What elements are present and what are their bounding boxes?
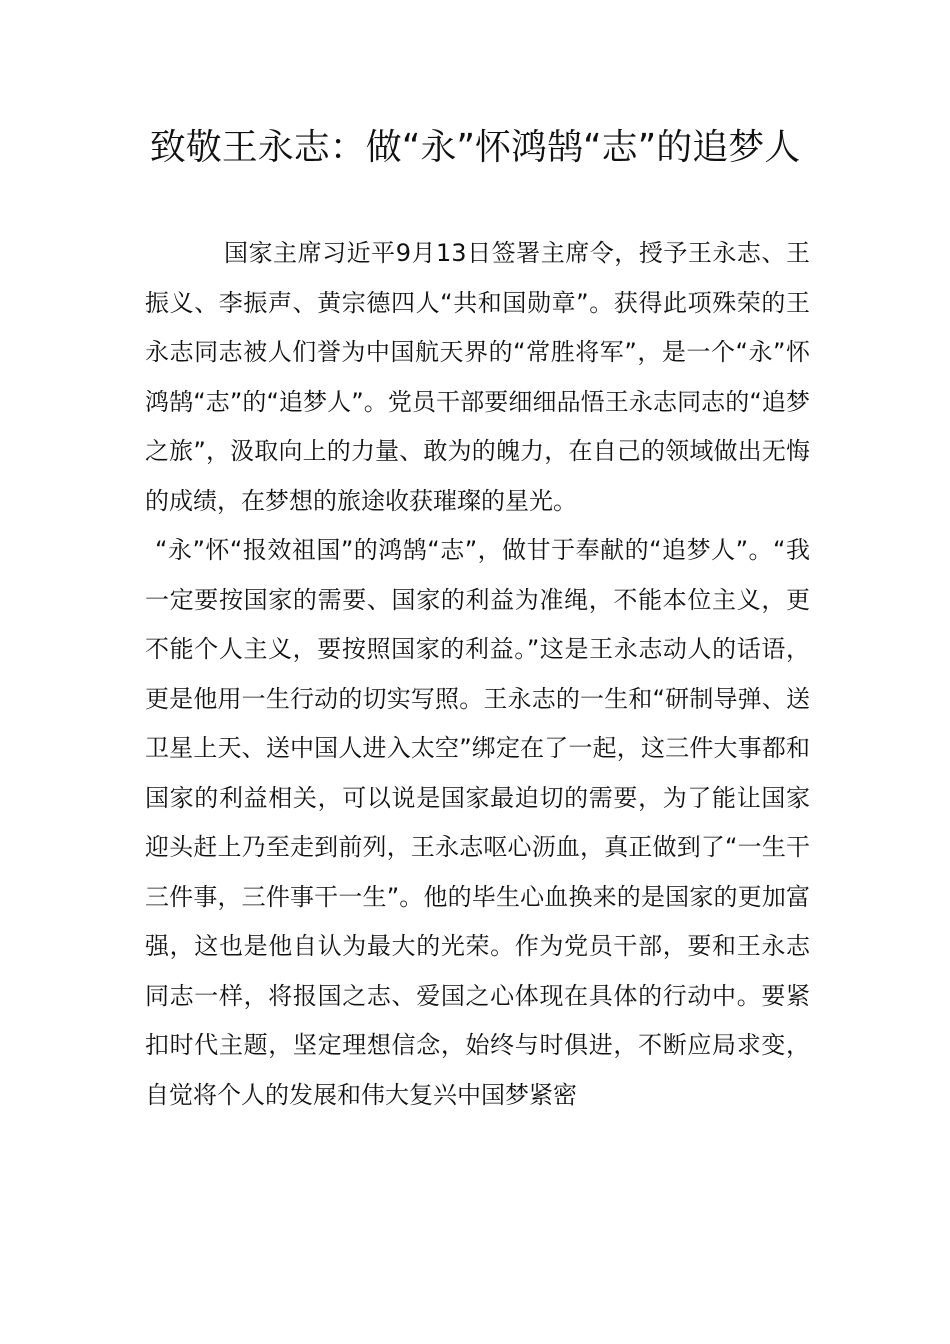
article-body (145, 229, 810, 1120)
article-title: 致敬王永志：做“永”怀鸿鹄“志”的追梦人 (149, 127, 801, 168)
paragraph-2: “永”怀“报效祖国”的鸿鹄“志”，做甘于奉献的“追梦人”。“我一定要按国家的需要、国家的利益为准绳，不能本位主义，更不能个人主义，要按照国家的利益。”这是王永志动人的话语，更是他用一生行动的切实写照。王永志的一生和“研制导弹、送卫星上天、送中国人进入太空”绑定在了一起，这三件大事都和国家的利益相关，可以说是国家最迫切的需要，为了能让国家迎头赶上乃至走到前列，王永志呕心沥血，真正做到了“一生干三件事，三件事干一生”。他的毕生心血换来的是国家的更加富强，这也是他自认为最大的光荣。作为党员干部，要和王永志同志一样，将报国之志、爱国之心体现在具体的行动中。要紧扣时代主题，坚定理想信念，始终与时俱进，不断应局求变，自觉将个人的发展和伟大复兴中国梦紧密 (145, 536, 810, 1109)
paragraph-1: 国家主席习近平9月13日签署主席令，授予王永志、王振义、李振声、黄宗德四人“共和国勋章”。获得此项殊荣的王永志同志被人们誉为中国航天界的“常胜将军”，是一个“永”怀鸿鹄“志”的“追梦人”。党员干部要细细品悟王永志同志的“追梦之旅”，汲取向上的力量、敢为的魄力，在自己的领域做出无悔的成绩，在梦想的旅途收获璀璨的星光。 (145, 239, 810, 515)
